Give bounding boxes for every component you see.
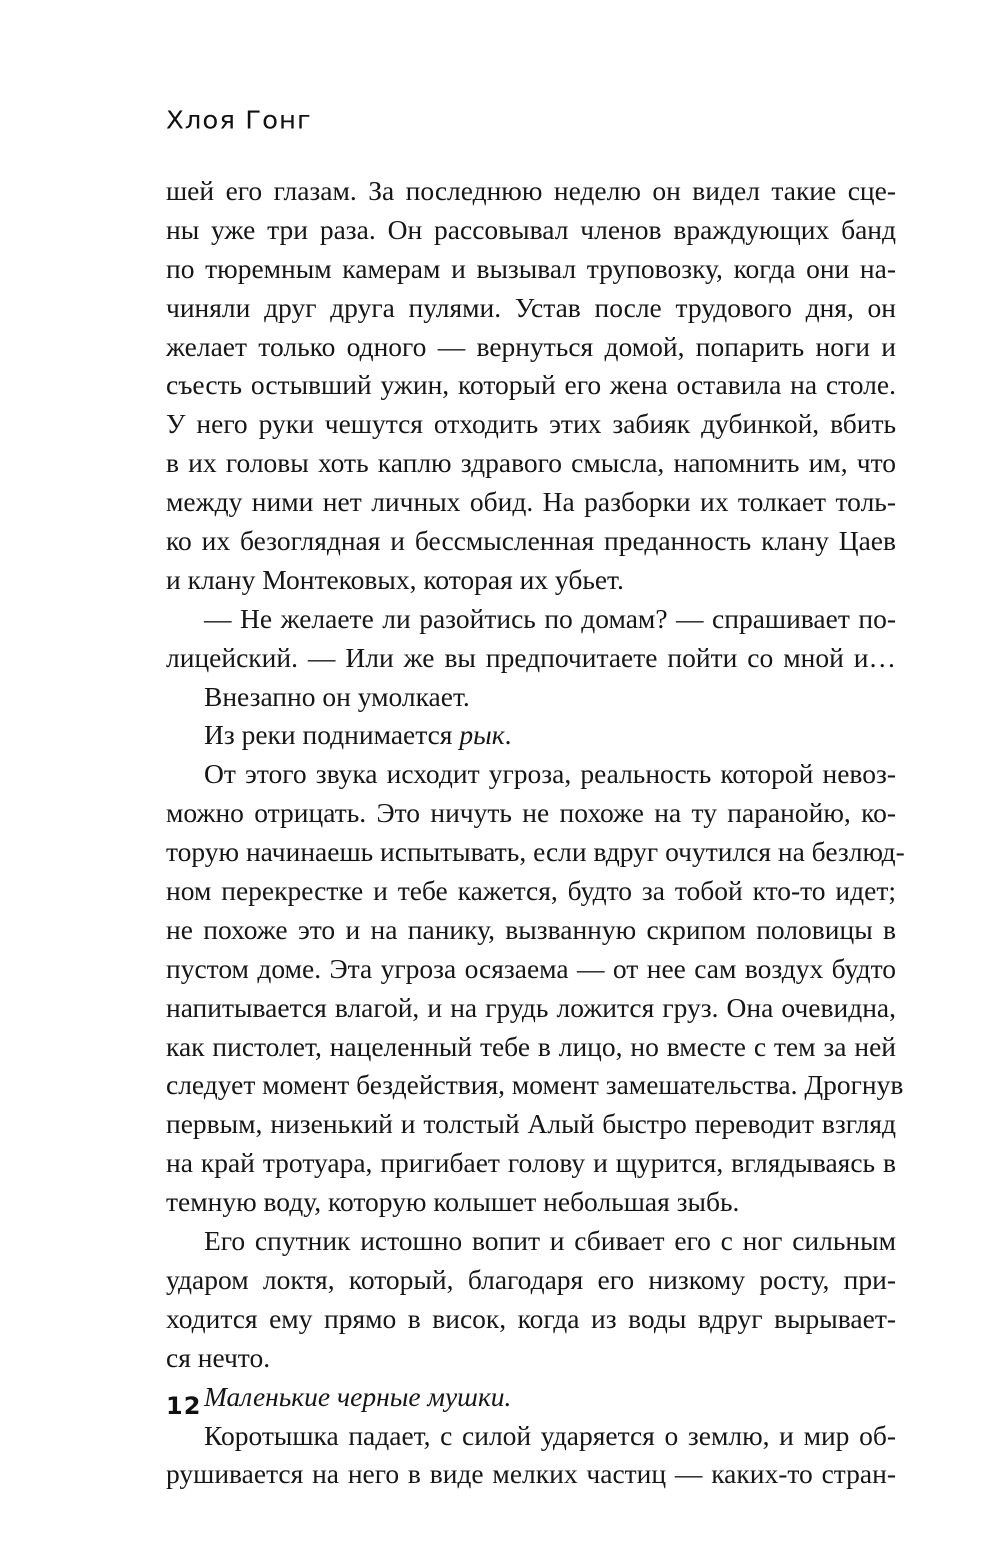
text-line-content: рушивается на него в виде мелких частиц — каких-то стран- [166,1458,896,1490]
text-line-content: От этого звука исходит угроза, реальность которой невоз- [204,758,896,790]
text-line-content: ко их безоглядная и бессмысленная преданность клану Цаев [166,525,896,557]
text-line-content: ся нечто. [166,1341,271,1373]
body-text [166,172,905,1494]
text-line [166,444,896,483]
text-line-content: ударом локтя, который, благодаря его низкому росту, при- [166,1263,896,1295]
text-line [166,1417,896,1456]
text-line-content: не похоже это и на панику, вызванную скрипом половицы в [166,913,896,945]
text-line-content: можно отрицать. Это ничуть не похоже на ту паранойю, ко- [166,797,896,829]
text-line-content: ном перекрестке и тебе кажется, будто за тобой кто-то идет; [166,875,896,907]
text-line-content: чиняли друг друга пулями. Устав после трудового дня, он [166,291,896,323]
italic-emphasis: рык [459,719,505,751]
text-line [166,561,896,600]
text-line [166,405,896,444]
text-line [166,1300,896,1339]
text-line [166,872,896,911]
text-line [166,1183,896,1222]
text-line [166,950,896,989]
text-line [166,1028,896,1067]
text-line [166,328,896,367]
text-line [166,1378,896,1417]
text-line-content: первым, низенький и толстый Алый быстро переводит взгляд [166,1108,896,1140]
text-line [166,833,905,872]
text-line-content: в их головы хоть каплю здравого смысла, напомнить им, что [166,447,896,479]
text-line-content: напитывается влагой, и на грудь ложится груз. Она очевидна, [166,991,896,1023]
text-line-content: Из реки поднимается [204,719,460,751]
text-line [166,1339,896,1378]
text-line-content: между ними нет личных обид. На разборки их толкает толь- [166,486,896,518]
text-line-content: и клану Монтековых, которая их убьет. [166,563,624,595]
text-line-content: Его спутник истошно вопит и сбивает его с ног сильным [204,1225,896,1257]
text-line [166,1066,904,1105]
text-line-content: следует момент бездействия, момент замешательства. Дрогнув [166,1069,904,1101]
text-line [166,211,896,250]
text-line-content: желает только одного — вернуться домой, попарить ноги и [166,330,896,362]
text-line [166,1261,896,1300]
page-number: 12 [166,1392,202,1420]
text-line-content: ходится ему прямо в висок, когда из воды вдруг вырывает- [166,1302,896,1334]
text-line [166,678,896,717]
text-line-content: темную воду, которую колышет небольшая зыбь. [166,1186,740,1218]
text-line [166,639,896,678]
running-head-author: Хлоя Гонг [166,106,312,136]
text-line [166,1455,896,1494]
text-line [166,289,896,328]
text-line [166,755,896,794]
text-line [166,366,896,405]
text-line-content: лицейский. — Или же вы предпочитаете пойти со мной и… [166,641,896,673]
text-line-content: — Не желаете ли разойтись по домам? — спрашивает по- [204,602,896,634]
text-line-content: ны уже три раза. Он рассовывал членов враждующих банд [166,213,896,245]
text-line-content: как пистолет, нацеленный тебе в лицо, но вместе с тем за ней [166,1030,896,1062]
text-line [166,716,896,755]
text-line-content: Внезапно он умолкает. [204,680,470,712]
text-line-content: на край тротуара, пригибает голову и щурится, вглядываясь в [166,1147,896,1179]
text-line-content: торую начинаешь испытывать, если вдруг очутился на безлюд- [166,836,905,868]
text-line [166,794,896,833]
text-line [166,250,896,289]
text-line-content: Коротышка падает, с силой ударяется о землю, и мир об- [204,1419,896,1451]
text-line [166,172,896,211]
text-line-content: съесть остывший ужин, который его жена оставила на столе. [166,369,896,401]
text-line-content: по тюремным камерам и вызывал труповозку, когда они на- [166,252,896,284]
text-line [166,989,896,1028]
text-line-content: У него руки чешутся отходить этих забияк дубинкой, вбить [166,408,896,440]
text-line [166,522,896,561]
text-line [166,1105,896,1144]
text-line [166,483,896,522]
text-line [166,600,896,639]
text-line [166,1144,896,1183]
text-line [166,911,896,950]
text-line-content: шей его глазам. За последнюю неделю он видел такие сце- [166,175,896,206]
text-line-content: Маленькие черные мушки. [204,1380,512,1412]
text-line-content: пустом доме. Эта угроза осязаема — от нее сам воздух будто [166,952,896,984]
text-line [166,1222,896,1261]
text-line-tail: . [504,719,512,751]
